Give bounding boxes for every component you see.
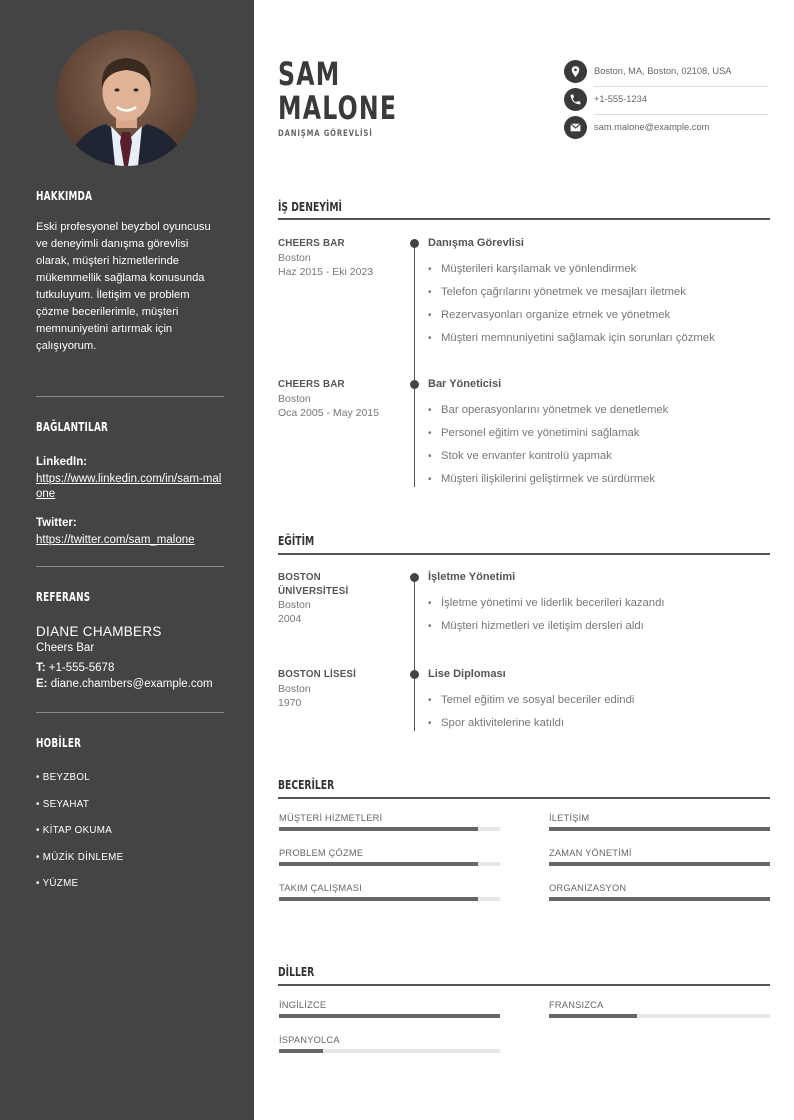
twitter-link[interactable]: https://twitter.com/sam_malone (36, 534, 195, 546)
sidebar-divider (36, 396, 224, 397)
profile-photo (56, 30, 197, 166)
hobby-item: • MÜZİK DİNLEME (36, 851, 124, 863)
section-rule (278, 797, 770, 799)
language-fill (549, 1014, 637, 1018)
hobby-list (36, 771, 224, 904)
reference-phone-row (36, 660, 224, 676)
list-item: • Müşterileri karşılamak ve yönlendirmek (428, 263, 637, 275)
reference-phone-label: T: (36, 662, 46, 674)
org-name: BOSTON LİSESİ (278, 669, 357, 680)
skill-fill (549, 862, 770, 866)
skill-bar (279, 883, 500, 903)
skill-track (549, 862, 770, 866)
person-name (278, 57, 397, 125)
reference-email-label: E: (36, 678, 48, 690)
language-bar (549, 1000, 770, 1020)
org-location: Boston (278, 682, 311, 695)
hobbies-section (36, 736, 224, 904)
contact-phone: +1-555-1234 (594, 94, 647, 104)
about-section (36, 189, 224, 355)
hobby-item: • SEYAHAT (36, 798, 90, 810)
reference-company: Cheers Bar (36, 642, 95, 654)
org-dates: 2004 (278, 613, 302, 625)
entry-role: İşletme Yönetimi (428, 571, 516, 583)
timeline-line (414, 239, 415, 487)
entry-org (278, 378, 388, 420)
list-item: • Spor aktivitelerine katıldı (428, 717, 565, 729)
language-track (279, 1049, 500, 1053)
language-label: İSPANYOLCA (279, 1035, 340, 1045)
skill-bar (549, 848, 770, 868)
list-item: • Personel eğitim ve yönetimini sağlamak (428, 427, 640, 439)
sidebar-divider (36, 712, 224, 713)
org-name: CHEERS BAR (278, 238, 345, 249)
contact-phone-row (564, 87, 768, 115)
job-title: DANIŞMA GÖREVLİSİ (278, 129, 373, 139)
reference-email: diane.chambers@example.com (50, 678, 213, 690)
entry-bullets (428, 403, 668, 495)
entry-bullets (428, 693, 634, 739)
list-item: • Müşteri hizmetleri ve iletişim dersleri aldı (428, 620, 644, 632)
hobby-item: • YÜZME (36, 878, 79, 889)
entry-bullets (428, 596, 665, 642)
contact-address-row (564, 59, 768, 87)
list-item: • Temel eğitim ve sosyal beceriler edindi (428, 694, 635, 706)
org-location: Boston (278, 599, 311, 611)
language-label: FRANSIZCA (549, 1000, 604, 1010)
list-item: • Rezervasyonları organize etmek ve yönetmek (428, 309, 671, 321)
contact-email-row (564, 115, 768, 143)
linkedin-label: LinkedIn: (36, 456, 88, 468)
skill-label: İLETİŞİM (549, 813, 590, 823)
timeline-line (414, 573, 415, 731)
entry-bullets (428, 262, 715, 354)
skill-bar (279, 848, 500, 868)
about-heading: HAKKIMDA (36, 189, 93, 203)
timeline-dot (410, 670, 419, 679)
reference-phone: +1-555-5678 (48, 662, 115, 674)
links-section (36, 420, 224, 548)
phone-icon (564, 88, 587, 111)
section-rule (278, 218, 770, 220)
entry-org (278, 571, 368, 626)
skill-fill (279, 862, 478, 866)
skill-track (279, 827, 500, 831)
location-pin-icon (564, 60, 587, 83)
list-item: • Müşteri memnuniyetini sağlamak için sorunları çözmek (428, 332, 715, 344)
language-fill (279, 1014, 500, 1018)
linkedin-link-group (36, 455, 224, 502)
skill-track (279, 862, 500, 866)
skill-label: ZAMAN YÖNETİMİ (549, 848, 632, 858)
list-item: • Müşteri ilişkilerini geliştirmek ve sürdürmek (428, 473, 656, 485)
first-name: SAM (278, 55, 341, 93)
main-content (254, 0, 794, 1120)
skill-track (279, 897, 500, 901)
skills-heading: BECERİLER (278, 777, 335, 792)
org-dates: Haz 2015 - Eki 2023 (278, 265, 374, 278)
reference-name: DIANE CHAMBERS (36, 624, 162, 639)
language-bar (279, 1000, 500, 1020)
reference-section (36, 590, 224, 692)
hobby-item: • KİTAP OKUMA (36, 825, 113, 836)
org-location: Boston (278, 251, 311, 264)
skill-track (549, 827, 770, 831)
list-item: • İşletme yönetimi ve liderlik becerileri kazandı (428, 597, 665, 609)
timeline-dot (410, 380, 419, 389)
timeline-dot (410, 573, 419, 582)
sidebar-divider (36, 566, 224, 567)
skill-label: MÜŞTERİ HİZMETLERİ (279, 813, 383, 823)
reference-email-row (36, 676, 224, 692)
list-item: • Stok ve envanter kontrolü yapmak (428, 450, 612, 462)
entry-role: Lise Diploması (428, 668, 506, 680)
twitter-label: Twitter: (36, 517, 77, 529)
about-text: Eski profesyonel beyzbol oyuncusu ve deneyimli danışma görevlisi olarak, müşteri hizmetlerinde mükemmellik sağlama konusunda tutkuluyum. İletişim ve problem çözme becerilerimle, müşteri memnuniyetini artırmak için çalışıyorum. (36, 221, 211, 352)
skill-fill (549, 897, 770, 901)
languages-heading: DİLLER (278, 964, 315, 979)
language-bar (279, 1035, 500, 1055)
org-name: CHEERS BAR (278, 379, 345, 390)
links-heading: BAĞLANTILAR (36, 420, 109, 434)
skill-fill (279, 827, 478, 831)
org-dates: Oca 2005 - May 2015 (278, 406, 379, 419)
org-dates: 1970 (278, 696, 302, 709)
skill-label: TAKIM ÇALIŞMASI (279, 883, 362, 893)
skill-track (549, 897, 770, 901)
language-label: İNGİLİZCE (279, 1000, 327, 1010)
entry-role: Bar Yöneticisi (428, 378, 502, 390)
section-rule (278, 984, 770, 986)
linkedin-link[interactable]: https://www.linkedin.com/in/sam-malone (36, 473, 222, 500)
skill-label: PROBLEM ÇÖZME (279, 848, 364, 858)
list-item: • Bar operasyonlarını yönetmek ve denetlemek (428, 404, 669, 416)
education-heading: EĞİTİM (278, 533, 315, 548)
skill-bar (549, 883, 770, 903)
org-name: BOSTON ÜNİVERSİTESİ (278, 572, 349, 597)
skill-bar (549, 813, 770, 833)
section-rule (278, 553, 770, 555)
contact-email[interactable]: sam.malone@example.com (594, 122, 710, 132)
skill-bar (279, 813, 500, 833)
contact-address: Boston, MA, Boston, 02108, USA (594, 66, 732, 76)
envelope-icon (564, 116, 587, 139)
experience-heading: İŞ DENEYİMİ (278, 199, 342, 214)
list-item: • Telefon çağrılarını yönetmek ve mesajları iletmek (428, 286, 686, 298)
sidebar (0, 0, 254, 1120)
reference-heading: REFERANS (36, 590, 91, 604)
skill-fill (279, 897, 478, 901)
org-location: Boston (278, 392, 311, 405)
language-track (279, 1014, 500, 1018)
skill-label: ORGANİZASYON (549, 883, 627, 893)
language-fill (279, 1049, 323, 1053)
timeline-dot (410, 239, 419, 248)
last-name: MALONE (278, 89, 398, 127)
entry-role: Danışma Görevlisi (428, 237, 524, 249)
twitter-link-group (36, 516, 224, 548)
hobby-item: • BEYZBOL (36, 772, 91, 783)
hobbies-heading: HOBİLER (36, 736, 82, 750)
skill-fill (549, 827, 770, 831)
entry-org (278, 237, 388, 279)
entry-org (278, 668, 388, 710)
language-track (549, 1014, 770, 1018)
